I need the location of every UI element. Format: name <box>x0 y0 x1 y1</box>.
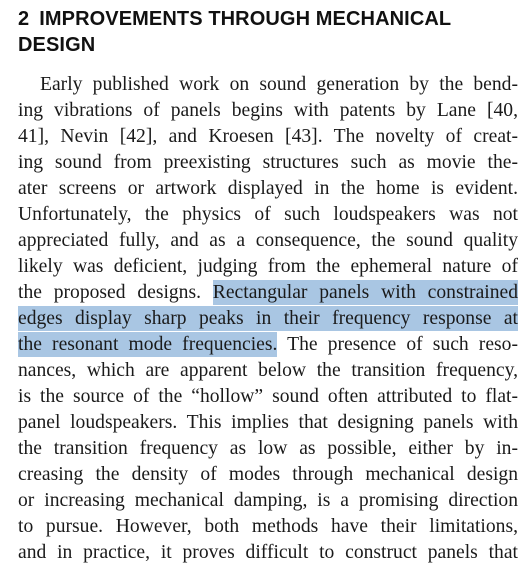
paragraph-line-12: nances, which are apparent below the transition frequency, <box>18 360 518 381</box>
highlighted-text-2[interactable]: edges display sharp peaks in their frequency response at <box>18 306 518 331</box>
paragraph-line-10 <box>18 306 518 332</box>
body-paragraph <box>18 72 518 566</box>
paragraph-line-14: panel loudspeakers. This implies that designing panels with <box>18 412 518 433</box>
line-11-plain-text: The presence of such reso- <box>277 334 518 355</box>
section-heading-line-1 <box>18 6 518 32</box>
paragraph-line-9 <box>18 280 518 306</box>
paragraph-line-5: ater screens or artwork displayed in the home is evident. <box>18 178 518 199</box>
paragraph-line-13: is the source of the “hollow” sound often attributed to flat- <box>18 386 518 407</box>
paragraph-line-8: likely was deficient, judging from the ephemeral nature of <box>18 256 518 277</box>
paragraph-line-18: to pursue. However, both methods have their limitations, <box>18 516 518 537</box>
paragraph-line-1: Early published work on sound generation by the bend- <box>40 74 518 95</box>
section-number: 2 <box>18 8 30 30</box>
paragraph-line-6: Unfortunately, the physics of such loudspeakers was not <box>18 204 518 225</box>
paragraph-line-16: creasing the density of modes through mechanical design <box>18 464 518 485</box>
section-title-line-2: DESIGN <box>18 34 96 56</box>
paragraph-line-17: or increasing mechanical damping, is a promising direction <box>18 490 518 511</box>
highlighted-text-1[interactable]: Rectangular panels with constrained <box>213 280 518 305</box>
line-9-plain-text: the proposed designs. <box>18 282 213 303</box>
section-title-line-1: IMPROVEMENTS THROUGH MECHANICAL <box>39 8 452 30</box>
paragraph-line-7: appreciated fully, and as a consequence, the sound quality <box>18 230 518 251</box>
paragraph-line-11 <box>18 332 518 358</box>
paragraph-line-3: 41], Nevin [42], and Kroesen [43]. The novelty of creat- <box>18 126 518 147</box>
paragraph-line-19: and in practice, it proves difficult to construct panels that <box>18 542 518 563</box>
section-heading <box>18 6 518 58</box>
highlighted-text-3[interactable]: the resonant mode frequencies. <box>18 332 277 357</box>
paragraph-line-2: ing vibrations of panels begins with patents by Lane [40, <box>18 100 518 121</box>
paragraph-line-15: the transition frequency as low as possible, either by in- <box>18 438 518 459</box>
paragraph-line-4: ing sound from preexisting structures such as movie the- <box>18 152 518 173</box>
